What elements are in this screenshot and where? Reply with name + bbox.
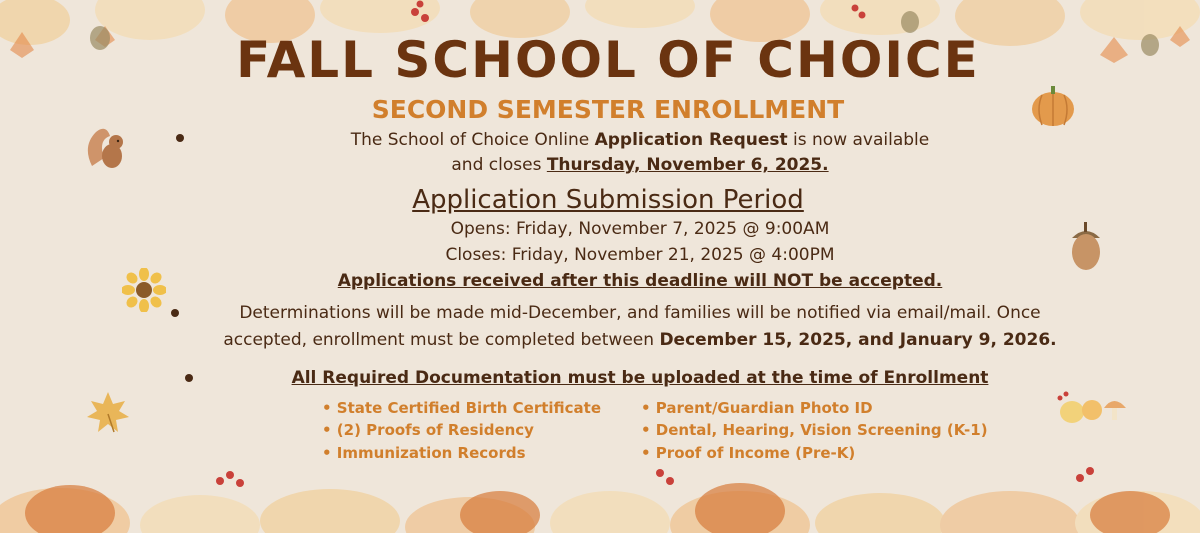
opens-line: Opens: Friday, November 7, 2025 @ 9:00AM <box>450 219 830 239</box>
submission-heading: Application Submission Period <box>412 185 804 215</box>
determinations-line-2: accepted, enrollment must be completed between December 15, 2025, and January 9, 2026. <box>223 330 1057 350</box>
doc-item-photo-id: • Parent/Guardian Photo ID <box>641 399 873 417</box>
documentation-heading: All Required Documentation must be uploaded at the time of Enrollment <box>291 368 989 388</box>
intro-line-2: and closes Thursday, November 6, 2025. <box>451 155 829 175</box>
intro-line-1: The School of Choice Online Application Request is now available <box>350 130 930 150</box>
doc-item-residency: • (2) Proofs of Residency <box>322 421 534 439</box>
autumn-leaves-bottom <box>0 453 1200 533</box>
doc-item-birth-certificate: • State Certified Birth Certificate <box>322 399 602 417</box>
deadline-line <box>0 270 1200 292</box>
page-subtitle: SECOND SEMESTER ENROLLMENT <box>371 95 845 124</box>
maple-leaf-icon <box>84 388 132 436</box>
closes-line: Closes: Friday, November 21, 2025 @ 4:00PM <box>445 245 835 265</box>
documentation-line <box>0 367 1200 389</box>
page-title: FALL SCHOOL OF CHOICE <box>236 31 980 89</box>
deadline-note: Applications received after this deadline will NOT be accepted. <box>337 271 943 291</box>
doc-item-income: • Proof of Income (Pre-K) <box>641 444 856 462</box>
doc-item-screening: • Dental, Hearing, Vision Screening (K-1) <box>641 421 988 439</box>
doc-item-immunization: • Immunization Records <box>322 444 526 462</box>
mushroom-icon <box>1052 386 1134 426</box>
determinations-line-1: Determinations will be made mid-December, and families will be notified via email/mail. Once <box>239 303 1041 323</box>
close-date: Thursday, November 6, 2025. <box>546 155 829 175</box>
